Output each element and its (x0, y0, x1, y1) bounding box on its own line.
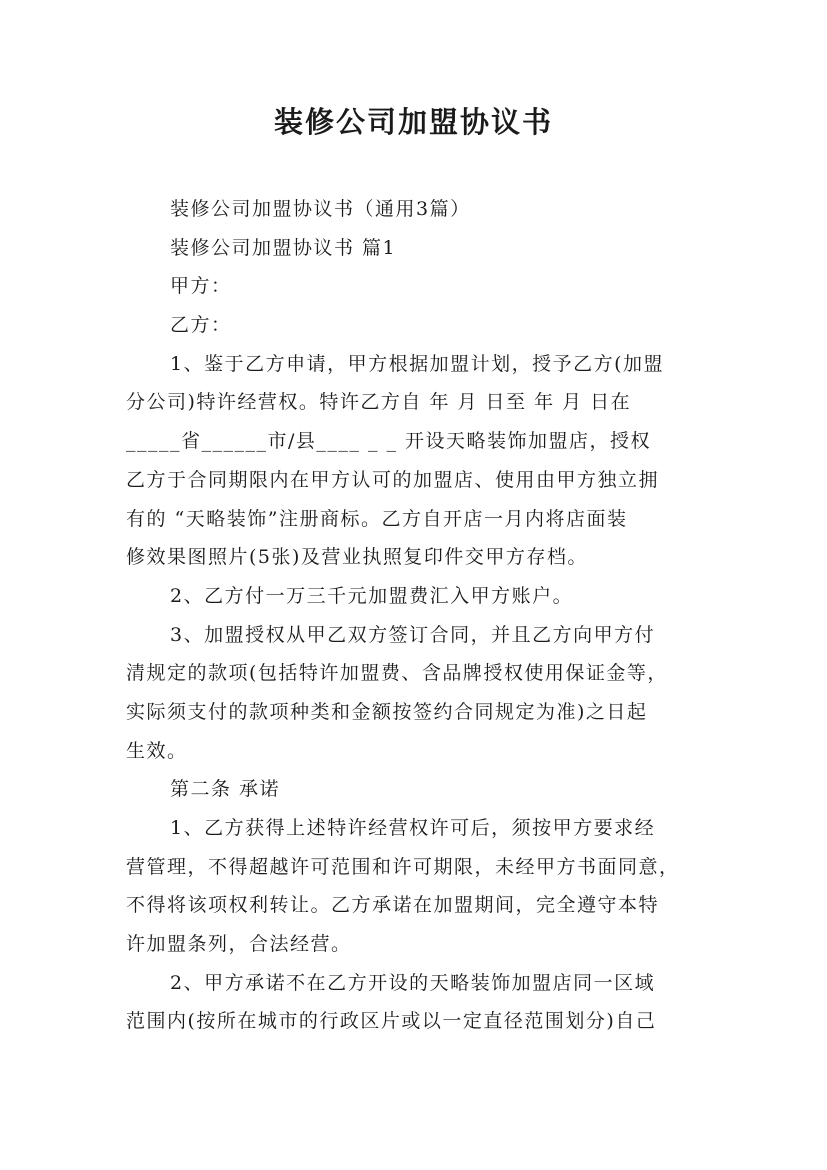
text-line: 2、乙方付一万三千元加盟费汇入甲方账户。 (170, 584, 574, 607)
text-line: 实际须支付的款项种类和金额按签约合同规定为准)之日起 (126, 700, 648, 723)
text-line: 许加盟条列，合法经营。 (126, 933, 352, 956)
text-line: 2、甲方承诺不在乙方开设的天略装饰加盟店同一区域 (170, 971, 656, 994)
text-line: 不得将该项权利转让。乙方承诺在加盟期间，完全遵守本特 (126, 894, 660, 917)
text-line: 第二条 承诺 (170, 778, 281, 801)
text-line: 1、鉴于乙方申请，甲方根据加盟计划，授予乙方(加盟 (170, 352, 665, 375)
document-title: 装修公司加盟协议书 (273, 105, 553, 139)
text-line: 装修公司加盟协议书 篇1 (170, 236, 397, 259)
text-line: 有的 “天略装饰”注册商标。乙方自开店一月内将店面装 (126, 507, 628, 530)
document-body (126, 190, 711, 1041)
text-line: 乙方于合同期限内在甲方认可的加盟店、使用由甲方独立拥 (126, 468, 660, 491)
text-line: 修效果图照片(5张)及营业执照复印件交甲方存档。 (126, 546, 588, 569)
text-line: 1、乙方获得上述特许经营权许可后，须按甲方要求经 (170, 817, 656, 839)
text-line: 甲方： (170, 275, 232, 298)
text-line: 装修公司加盟协议书（通用3篇） (170, 198, 471, 220)
text-line: _____省______市/县____ _ _ 开设天略装饰加盟店，授权 (126, 430, 652, 453)
text-line: 生效。 (126, 739, 188, 762)
text-line: 营管理，不得超越许可范围和许可期限，未经甲方书面同意， (126, 855, 680, 878)
text-line: 分公司)特许经营权。特许乙方自 年 月 日至 年 月 日在 (126, 391, 632, 414)
text-line: 清规定的款项(包括特许加盟费、含品牌授权使用保证金等， (126, 662, 668, 685)
text-line: 范围内(按所在城市的行政区片或以一定直径范围划分)自己 (126, 1010, 657, 1033)
text-line: 乙方： (170, 314, 232, 337)
text-line: 3、加盟授权从甲乙双方签订合同，并且乙方向甲方付 (170, 623, 656, 646)
